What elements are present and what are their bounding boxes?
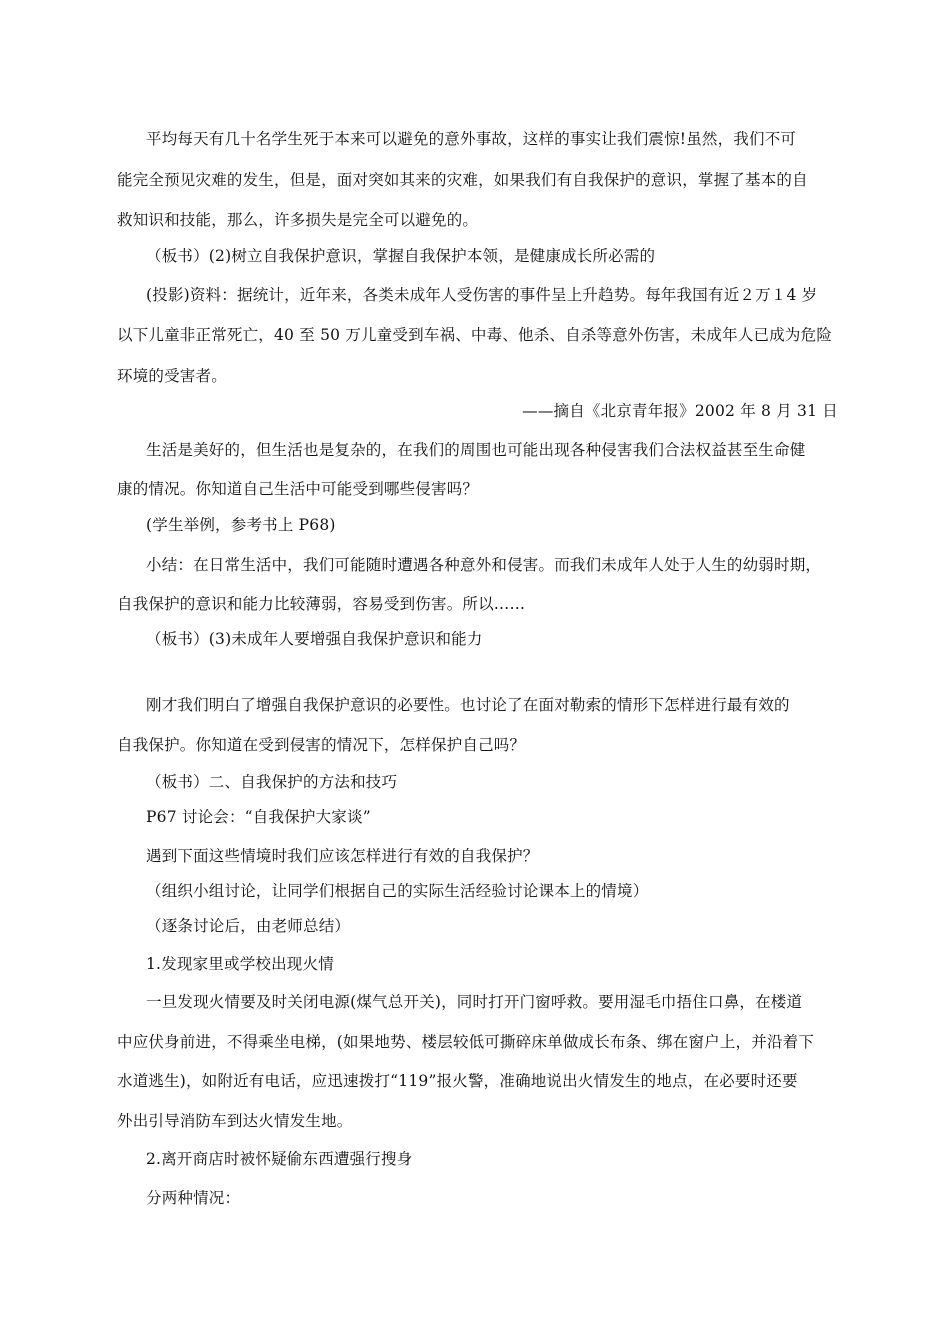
paragraph-line: 外出引导消防车到达火情发生地。 bbox=[117, 1112, 353, 1130]
paragraph-line: 能完全预见灾难的发生，但是，面对突如其来的灾难，如果我们有自我保护的意识，掌握了基本的自 bbox=[117, 171, 808, 189]
paragraph-line: 一旦发现火情要及时关闭电源(煤气总开关)，同时打开门窗呼救。要用湿毛巾捂住口鼻，在楼道 bbox=[146, 993, 803, 1011]
paragraph-line: 自我保护。你知道在受到侵害的情况下，怎样保护自己吗？ bbox=[117, 736, 526, 754]
paragraph-line: 生活是美好的，但生活也是复杂的，在我们的周围也可能出现各种侵害我们合法权益甚至生命健 bbox=[146, 441, 806, 459]
instruction-line: （逐条讨论后，由老师总结） bbox=[146, 917, 351, 935]
board-note: （板书）二、自我保护的方法和技巧 bbox=[146, 773, 398, 791]
student-note: (学生举例，参考书上 P68) bbox=[146, 516, 336, 534]
board-note: （板书）(3)未成年人要增强自我保护意识和能力 bbox=[146, 630, 483, 648]
projection-line: 环境的受害者。 bbox=[117, 367, 227, 385]
instruction-line: （组织小组讨论，让同学们根据自己的实际生活经验讨论课本上的情境） bbox=[146, 882, 649, 900]
list-item-heading: 1.发现家里或学校出现火情 bbox=[146, 955, 334, 973]
paragraph-line: 康的情况。你知道自己生活中可能受到哪些侵害吗？ bbox=[117, 480, 479, 498]
summary-line: 自我保护的意识和能力比较薄弱，容易受到伤害。所以…… bbox=[117, 595, 526, 613]
question-line: 遇到下面这些情境时我们应该怎样进行有效的自我保护？ bbox=[146, 847, 539, 865]
paragraph-line: 水道逃生)，如附近有电话，应迅速拨打“119”报火警，准确地说出火情发生的地点，在必要时还要 bbox=[117, 1072, 798, 1090]
summary-line: 小结：在日常生活中，我们可能随时遭遇各种意外和侵害。而我们未成年人处于人生的幼弱时期， bbox=[146, 556, 822, 574]
paragraph-line: 救知识和技能，那么，许多损失是完全可以避免的。 bbox=[117, 211, 479, 229]
paragraph-line: 分两种情况： bbox=[146, 1189, 241, 1207]
paragraph-line: 平均每天有几十名学生死于本来可以避免的意外事故，这样的事实让我们震惊!虽然，我们不可 bbox=[146, 130, 797, 148]
source-citation: ——摘自《北京青年报》2002 年 8 月 31 日 bbox=[522, 402, 838, 420]
projection-line: (投影)资料：据统计，近年来，各类未成年人受伤害的事件呈上升趋势。每年我国有近２万１4 岁 bbox=[146, 286, 818, 304]
paragraph-line: 中应伏身前进，不得乘坐电梯，(如果地势、楼层较低可撕碎床单做成长布条、绑在窗户上，并沿着下 bbox=[117, 1033, 815, 1051]
discussion-heading: P67 讨论会：“自我保护大家谈” bbox=[146, 808, 371, 826]
board-note: （板书）(2)树立自我保护意识，掌握自我保护本领，是健康成长所必需的 bbox=[146, 247, 656, 265]
projection-line: 以下儿童非正常死亡，40 至 50 万儿童受到车祸、中毒、他杀、自杀等意外伤害，未成年人已成为危险 bbox=[117, 326, 833, 344]
paragraph-line: 刚才我们明白了增强自我保护意识的必要性。也讨论了在面对勒索的情形下怎样进行最有效的 bbox=[146, 696, 790, 714]
list-item-heading: 2.离开商店时被怀疑偷东西遭强行搜身 bbox=[146, 1150, 413, 1168]
